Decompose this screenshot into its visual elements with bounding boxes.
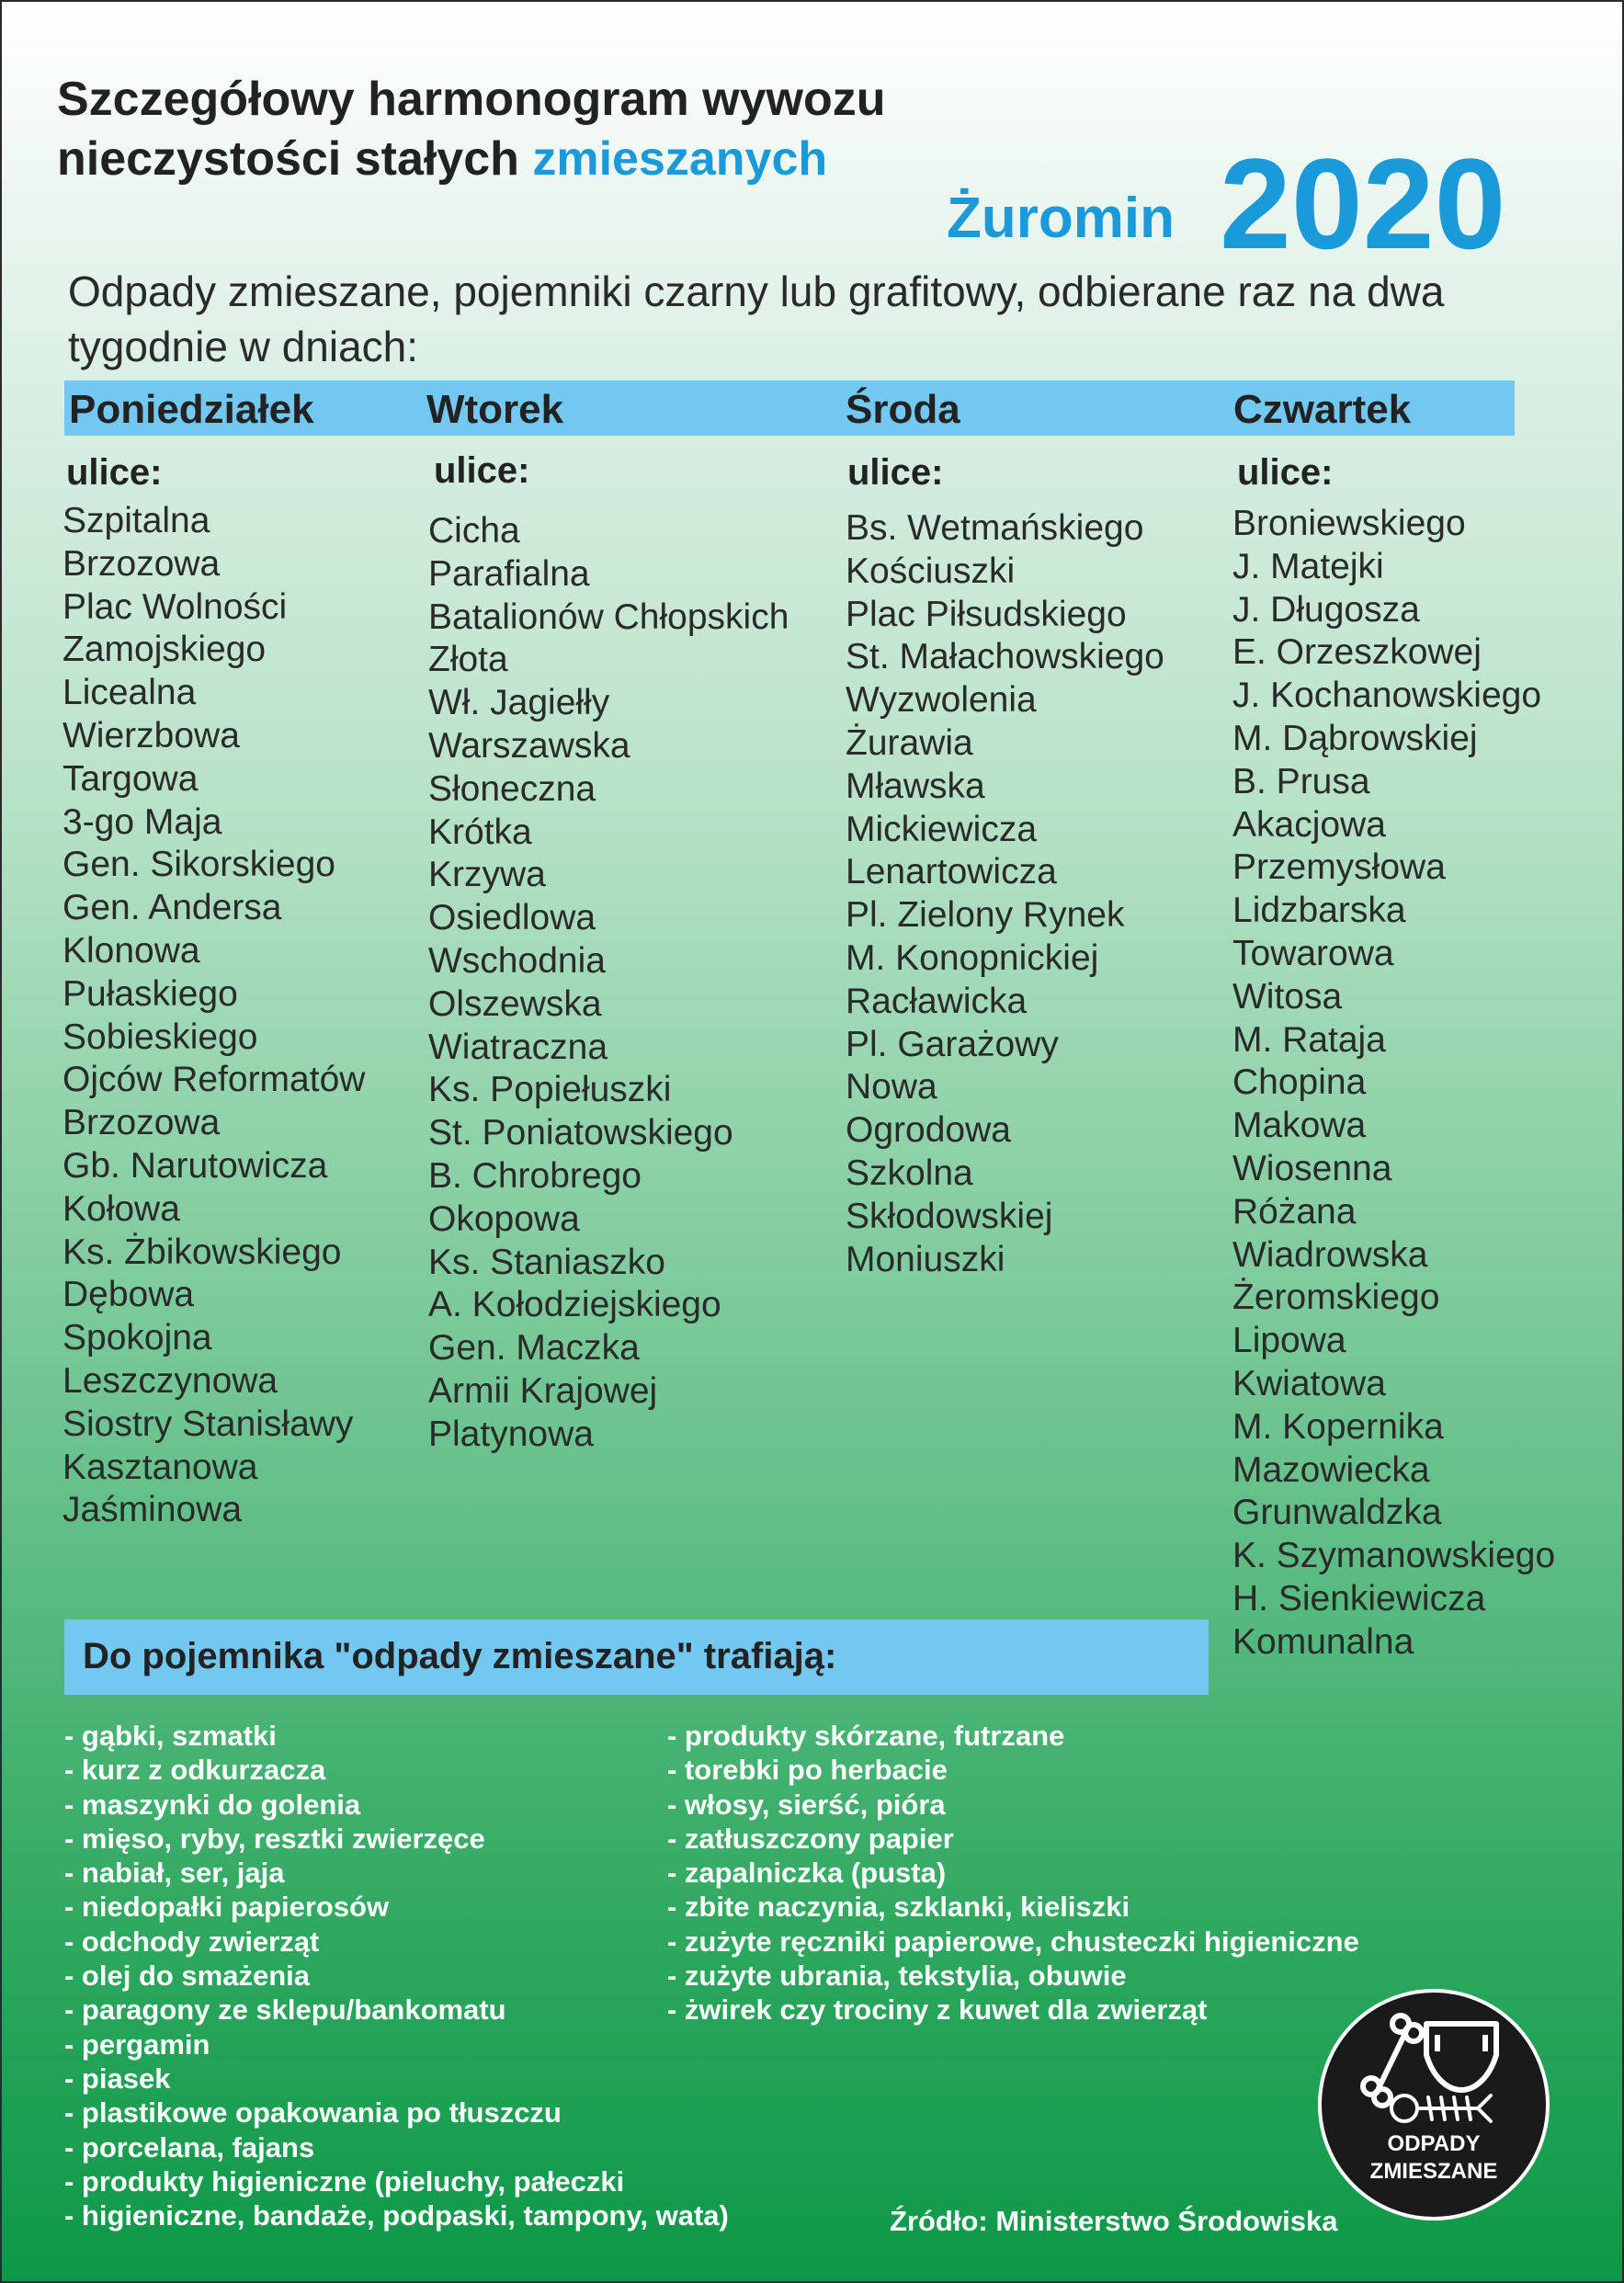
- list-item: - niedopałki papierosów: [64, 1891, 390, 1924]
- waste-list-left: [64, 1719, 729, 2232]
- list-item: Kasztanowa: [62, 1447, 258, 1487]
- list-item: - żwirek czy trociny z kuwet dla zwierząt: [667, 1993, 1208, 2027]
- list-item: - paragony ze sklepu/bankomatu: [64, 1993, 506, 2027]
- list-item: Targowa: [62, 758, 199, 799]
- list-item: Makowa: [1232, 1106, 1367, 1146]
- list-item: Cicha: [428, 511, 520, 551]
- list-item: - zużyte ręczniki papierowe, chusteczki higieniczne: [667, 1925, 1359, 1958]
- waste-heading: Do pojemnika "odpady zmieszane" trafiają:: [83, 1636, 837, 1676]
- list-item: - zbite naczynia, szklanki, kieliszki: [667, 1891, 1130, 1924]
- list-item: Skłodowskiej: [846, 1196, 1053, 1236]
- list-item: Słoneczna: [428, 768, 596, 809]
- list-item: M. Dąbrowskiej: [1232, 718, 1478, 758]
- list-item: Armii Krajowej: [428, 1370, 658, 1411]
- intro-text: Odpady zmieszane, pojemniki czarny lub grafitowy, odbierane raz na dwa tygodnie w dniach:: [68, 267, 1445, 370]
- list-item: - odchody zwierząt: [64, 1925, 320, 1958]
- streets-label-thursday: ulice:: [1237, 452, 1334, 493]
- list-item: E. Orzeszkowej: [1232, 632, 1482, 673]
- list-item: Wł. Jagiełły: [428, 683, 610, 723]
- list-item: - olej do smażenia: [64, 1959, 311, 1993]
- title-line-1: Szczegółowy harmonogram wywozu: [57, 73, 886, 126]
- list-item: Plac Piłsudskiego: [846, 594, 1127, 634]
- list-item: Chopina: [1232, 1062, 1367, 1103]
- badge-line-1: ODPADY: [1387, 2131, 1481, 2156]
- list-item: Pułaskiego: [62, 973, 238, 1014]
- list-item: Gb. Narutowicza: [62, 1145, 328, 1186]
- day-tuesday: Wtorek: [426, 387, 564, 432]
- year: 2020: [1220, 131, 1506, 276]
- list-item: Parafialna: [428, 553, 590, 594]
- title-accent: zmieszanych: [532, 132, 828, 186]
- list-item: Żurawia: [846, 722, 973, 763]
- title-line-2: [57, 132, 828, 186]
- list-item: Brzozowa: [62, 543, 221, 584]
- street-list-wednesday: [846, 507, 1164, 1281]
- list-item: J. Matejki: [1232, 546, 1384, 586]
- list-item: Przemysłowa: [1232, 847, 1446, 888]
- list-item: Kwiatowa: [1232, 1363, 1386, 1403]
- list-item: Wiadrowska: [1232, 1234, 1428, 1275]
- list-item: - higieniczne, bandaże, podpaski, tampony, wata): [64, 2199, 729, 2232]
- list-item: Ks. Żbikowskiego: [62, 1232, 342, 1272]
- list-item: - zatłuszczony papier: [667, 1822, 954, 1855]
- streets-label-wednesday: ulice:: [847, 452, 944, 493]
- list-item: Spokojna: [62, 1318, 212, 1358]
- list-item: Krótka: [428, 812, 532, 852]
- list-item: - produkty higieniczne (pieluchy, pałeczki: [64, 2164, 625, 2198]
- list-item: - plastikowe opakowania po tłuszczu: [64, 2096, 562, 2130]
- list-item: Jaśminowa: [62, 1490, 243, 1530]
- list-item: Gen. Sikorskiego: [62, 845, 335, 885]
- list-item: J. Długosza: [1232, 589, 1420, 630]
- list-item: Wiatraczna: [428, 1027, 608, 1067]
- list-item: A. Kołodziejskiego: [428, 1285, 721, 1325]
- list-item: Mławska: [846, 766, 985, 806]
- list-item: 3-go Maja: [62, 801, 222, 842]
- list-item: Broniewskiego: [1232, 504, 1466, 543]
- list-item: Bs. Wetmańskiego: [846, 508, 1144, 548]
- list-item: - nabiał, ser, jaja: [64, 1857, 285, 1890]
- list-item: Klonowa: [62, 930, 200, 971]
- city-name: Żuromin: [947, 187, 1175, 250]
- list-item: Racławicka: [846, 981, 1028, 1021]
- list-item: Ks. Staniaszko: [428, 1242, 665, 1282]
- list-item: Mazowiecka: [1232, 1449, 1430, 1490]
- list-item: - maszynki do golenia: [64, 1788, 361, 1821]
- list-item: Krzywa: [428, 855, 546, 895]
- streets-label-monday: ulice:: [66, 452, 163, 493]
- list-item: Brzozowa: [62, 1103, 221, 1143]
- list-item: B. Prusa: [1232, 761, 1370, 801]
- list-item: Batalionów Chłopskich: [428, 596, 789, 637]
- list-item: - gąbki, szmatki: [64, 1720, 277, 1752]
- list-item: Warszawska: [428, 725, 630, 766]
- list-item: - produkty skórzane, futrzane: [667, 1720, 1065, 1752]
- list-item: Witosa: [1232, 976, 1343, 1017]
- list-item: Różana: [1232, 1191, 1357, 1232]
- list-item: Mickiewicza: [846, 809, 1038, 849]
- list-item: Gen. Maczka: [428, 1328, 640, 1369]
- list-item: Sobieskiego: [62, 1017, 258, 1057]
- list-item: H. Sienkiewicza: [1232, 1578, 1486, 1619]
- list-item: Żeromskiego: [1232, 1278, 1440, 1318]
- mixed-waste-badge: [1316, 1987, 1551, 2222]
- list-item: Grunwaldzka: [1232, 1493, 1442, 1533]
- list-item: - pergamin: [64, 2027, 210, 2061]
- street-list-thursday: [1232, 503, 1555, 1664]
- list-item: - piasek: [64, 2062, 171, 2095]
- list-item: Lenartowicza: [846, 852, 1057, 892]
- source-note: Źródło: Ministerstwo Środowiska: [890, 2205, 1338, 2237]
- list-item: St. Małachowskiego: [846, 637, 1164, 677]
- list-item: M. Rataja: [1232, 1019, 1386, 1060]
- list-item: - porcelana, fajans: [64, 2130, 315, 2164]
- list-item: Okopowa: [428, 1198, 580, 1239]
- list-item: - torebki po herbacie: [667, 1754, 948, 1787]
- title-line-2-prefix: nieczystości stałych: [57, 132, 533, 186]
- list-item: Dębowa: [62, 1275, 195, 1315]
- list-item: Platynowa: [428, 1414, 594, 1454]
- street-list-monday: [62, 500, 365, 1532]
- day-monday: Poniedziałek: [69, 387, 314, 432]
- list-item: Ojców Reformatów: [62, 1060, 366, 1100]
- list-item: Nowa: [846, 1067, 937, 1107]
- list-item: - zapalniczka (pusta): [667, 1857, 947, 1890]
- list-item: Wiosenna: [1232, 1148, 1392, 1188]
- list-item: M. Konopnickiej: [846, 937, 1099, 978]
- list-item: Kościuszki: [846, 551, 1016, 591]
- list-item: Lidzbarska: [1232, 891, 1406, 931]
- list-item: Wyzwolenia: [846, 680, 1037, 721]
- list-item: Wierzbowa: [62, 715, 240, 755]
- list-item: Leszczynowa: [62, 1360, 278, 1401]
- list-item: Gen. Andersa: [62, 888, 282, 928]
- list-item: K. Szymanowskiego: [1232, 1536, 1556, 1576]
- street-list-tuesday: [428, 510, 789, 1457]
- list-item: Pl. Zielony Rynek: [846, 895, 1125, 936]
- list-item: Wschodnia: [428, 940, 606, 981]
- list-item: Kołowa: [62, 1188, 180, 1229]
- list-item: Ks. Popiełuszki: [428, 1070, 672, 1110]
- list-item: Szpitalna: [62, 501, 210, 540]
- day-thursday: Czwartek: [1233, 387, 1412, 432]
- list-item: - mięso, ryby, resztki zwierzęce: [64, 1822, 485, 1855]
- list-item: Siostry Stanisławy: [62, 1403, 354, 1444]
- badge-line-2: ZMIESZANE: [1369, 2159, 1498, 2184]
- list-item: Licealna: [62, 673, 197, 713]
- list-item: B. Chrobrego: [428, 1155, 642, 1196]
- list-item: Szkolna: [846, 1153, 973, 1193]
- list-item: - zużyte ubrania, tekstylia, obuwie: [667, 1959, 1127, 1993]
- list-item: J. Kochanowskiego: [1232, 676, 1542, 716]
- list-item: M. Kopernika: [1232, 1406, 1444, 1447]
- waste-list-right: [667, 1719, 1359, 2027]
- list-item: Towarowa: [1232, 933, 1394, 973]
- day-wednesday: Środa: [846, 387, 960, 432]
- list-item: St. Poniatowskiego: [428, 1113, 733, 1153]
- list-item: Moniuszki: [846, 1239, 1005, 1279]
- list-item: Zamojskiego: [62, 630, 267, 670]
- streets-label-tuesday: ulice:: [434, 450, 530, 491]
- list-item: - kurz z odkurzacza: [64, 1754, 326, 1787]
- list-item: - włosy, sierść, pióra: [667, 1788, 946, 1821]
- list-item: Akacjowa: [1232, 804, 1386, 845]
- list-item: Komunalna: [1232, 1621, 1414, 1662]
- list-item: Lipowa: [1232, 1321, 1346, 1361]
- list-item: Plac Wolności: [62, 586, 288, 627]
- list-item: Olszewska: [428, 983, 602, 1024]
- list-item: Ogrodowa: [846, 1110, 1011, 1151]
- list-item: Pl. Garażowy: [846, 1024, 1059, 1064]
- list-item: Osiedlowa: [428, 898, 596, 938]
- list-item: Złota: [428, 640, 508, 680]
